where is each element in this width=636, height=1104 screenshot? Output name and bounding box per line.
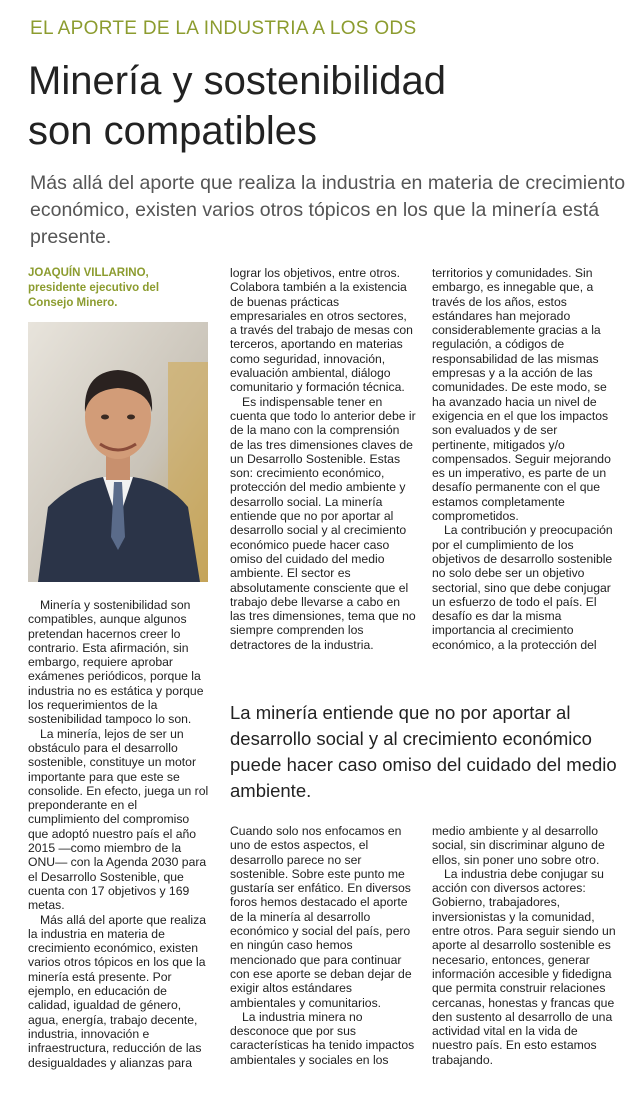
paragraph: medio ambiente y al desarrollo social, sin discriminar alguno de ellos, sin poner uno sobre otro. [432,824,605,867]
paragraph: La industria minera no desconoce que por sus características ha tenido impactos ambientales y sociales en los [230,1009,415,1067]
column-3-top [432,266,618,652]
column-2-bottom [230,824,416,1067]
column-1 [28,598,210,1070]
paragraph: Más allá del aporte que realiza la industria en materia de crecimiento económico, existen varios otros tópicos en los que la minería está presente. Por ejemplo, en educación de calidad, igualdad de género, agua, energía, trabajo decente, industria, innovación e infraestructura, reducción de las desigualdades y alianzas para [28,912,206,1070]
author-title-2: Consejo Minero. [28,297,118,309]
paragraph: La minería, lejos de ser un obstáculo para el desarrollo sostenible, constituye un motor importante para que este se consolide. En efecto, juega un rol preponderante en el cumplimiento del compromiso que adoptó nuestro país el año 2015 —como miembro de la ONU— con la Agenda 2030 para el Desarrollo Sostenible, que cuenta con 17 objetivos y 169 metas. [28,726,209,913]
section-kicker: EL APORTE DE LA INDUSTRIA A LOS ODS [30,18,417,39]
headline-line-1: Minería y sostenibilidad [28,59,446,103]
column-2-top [230,266,416,652]
author-photo [28,322,208,582]
pull-quote: La minería entiende que no por aportar al desarrollo social y al crecimiento económico puede hacer caso omiso del cuidado del medio ambiente. [230,702,617,801]
column-3-bottom [432,824,618,1067]
deck-subtitle: Más allá del aporte que realiza la industria en materia de crecimiento económico, existen varios otros tópicos en los que la minería está presente. [30,172,626,248]
paragraph: La contribución y preocupación por el cumplimiento de los objetivos de desarrollo sostenible no solo debe ser un objetivo sectorial, sino que debe conjugar un esfuerzo de todo el país. El desafío es dar la misma importancia al crecimiento económico, a la protección del [432,523,613,652]
paragraph: Es indispensable tener en cuenta que todo lo anterior debe ir de la mano con la comprensión de las tres dimensiones claves de un Desarrollo Sostenible. Estas son: crecimiento económico, protección del medio ambiente y desarrollo social. La minería entiende que no por aportar al desarrollo social y al crecimiento económico puede hacer caso omiso del cuidado del medio ambiente. El sector es absolutamente consciente que el trabajo debe llevarse a cabo en las tres dimensiones, tema que no siempre comprenden los detractores de la industria. [230,394,416,652]
paragraph: Minería y sostenibilidad son compatibles, aunque algunos pretendan hacernos creer lo contrario. Esta afirmación, sin embargo, requiere aprobar exámenes periódicos, porque la industria no es estática y porque los requerimientos de la sostenibilidad tampoco lo son. [28,598,204,727]
paragraph: La industria debe conjugar su acción con diversos actores: Gobierno, trabajadores, inversionistas y la comunidad, entre otros. Para seguir siendo un aporte al desarrollo sostenible es necesario, entonces, generar información accesible y fidedigna que permita construir relaciones cercanas, honestas y francas que den sustento al desarrollo de una actividad vital en la vida de nuestro país. En esto estamos trabajando. [432,866,616,1067]
headline-line-2: son compatibles [28,109,318,153]
author-byline [28,266,218,311]
paragraph: Cuando solo nos enfocamos en uno de estos aspectos, el desarrollo parece no ser sostenible. Sobre este punto me gustaría ser enfático. En diversos foros hemos destacado el aporte de la minería al desarrollo económico y social del país, pero en ningún caso hemos mencionado que para continuar con ese aporte se deban dejar de exigir altos estándares ambientales y comunitarios. [230,824,412,1010]
portrait-photo-icon [28,322,208,582]
paragraph: territorios y comunidades. Sin embargo, es innegable que, a través de los años, estos estándares han mejorado considerablemente gracias a la regulación, a códigos de responsabilidad de las mismas empresas y a la acción de las comunidades. De este modo, se ha avanzado hacia un nivel de exigencia en el que los impactos son evaluados y de ser pertinente, mitigados y/o compensados. Seguir mejorando es un imperativo, es parte de un desafío permanente con el que estamos completamente comprometidos. [432,266,611,524]
paragraph: lograr los objetivos, entre otros. Colabora también a la existencia de buenas prácticas empresariales en otros sectores, a través del trabajo de mesas con terceros, aportando en materias como seguridad, innovación, evaluación ambiental, diálogo comunitario y formación técnica. [230,266,413,395]
author-title-1: presidente ejecutivo del [28,282,160,294]
headline [28,56,628,156]
author-name: JOAQUÍN VILLARINO, [28,267,149,279]
